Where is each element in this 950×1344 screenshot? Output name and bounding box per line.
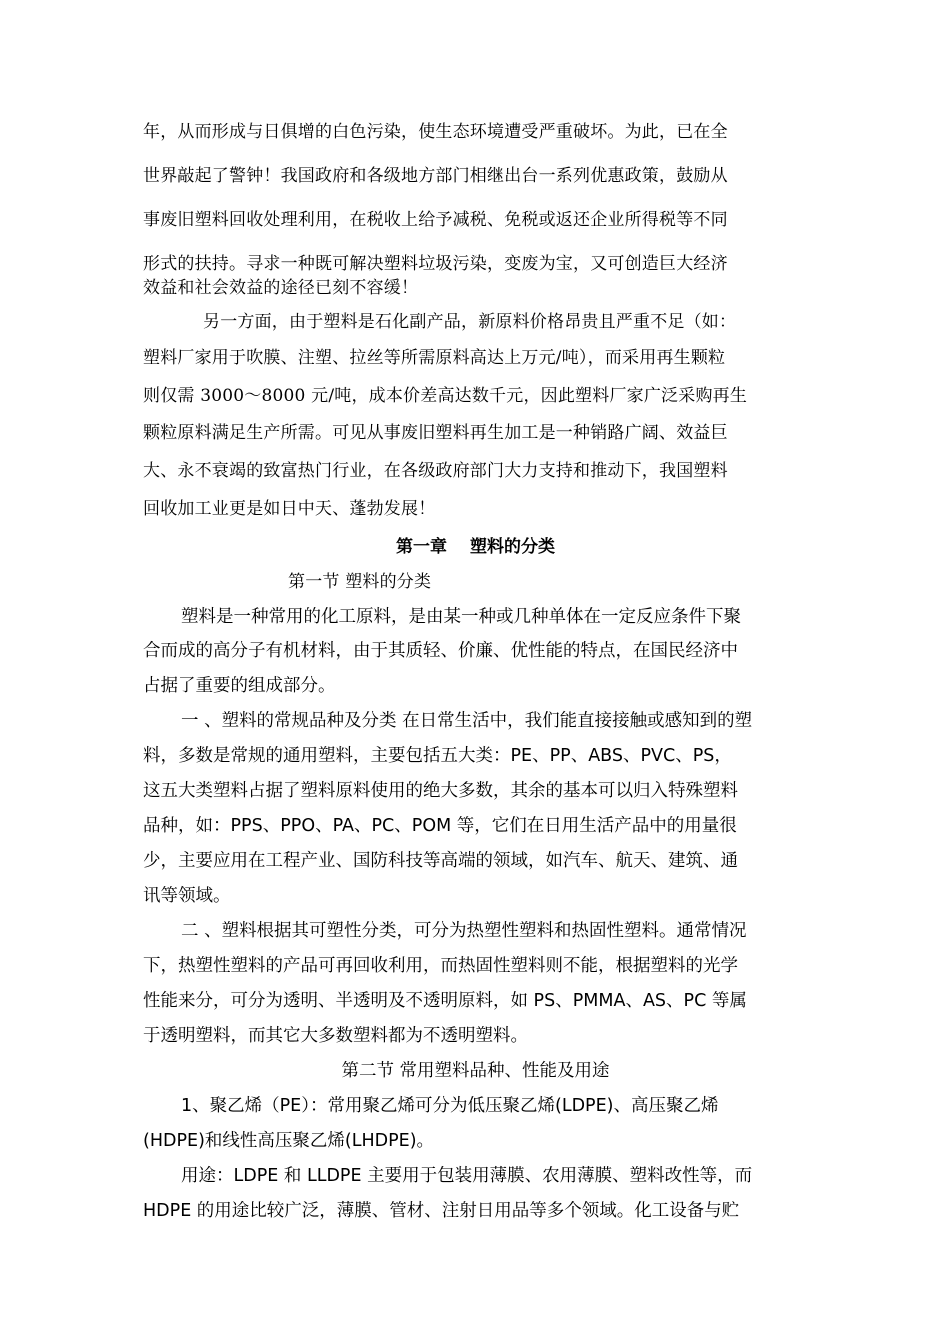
intro-line: 年，从而形成与日俱增的白色污染，使生态环境遭受严重破坏。为此，已在全 (143, 122, 728, 142)
intro-line: 另一方面，由于塑料是石化副产品，新原料价格昂贵且严重不足（如： (203, 312, 737, 332)
body-line: 一 、塑料的常规品种及分类 在日常生活中，我们能直接接触或感知到的塑 (181, 711, 753, 731)
intro-line: 世界敲起了警钟！我国政府和各级地方部门相继出台一系列优惠政策，鼓励从 (143, 166, 728, 186)
body-line: 用途：LDPE 和 LLDPE 主要用于包装用薄膜、农用薄膜、塑料改性等，而 (181, 1166, 753, 1186)
body-line: 少，主要应用在工程产业、国防科技等高端的领域，如汽车、航天、建筑、通 (143, 851, 738, 871)
intro-line: 事废旧塑料回收处理利用，在税收上给予减税、免税或返还企业所得税等不同 (143, 210, 728, 230)
body-line: 这五大类塑料占据了塑料原料使用的绝大多数，其余的基本可以归入特殊塑料 (143, 781, 738, 801)
body-line: HDPE 的用途比较广泛，薄膜、管材、注射日用品等多个领域。化工设备与贮 (143, 1201, 740, 1221)
body-line: 性能来分，可分为透明、半透明及不透明原料，如 PS、PMMA、AS、PC 等属 (143, 991, 747, 1011)
intro-line: 塑料厂家用于吹膜、注塑、拉丝等所需原料高达上万元/吨），而采用再生颗粒 (143, 348, 726, 368)
intro-line: 回收加工业更是如日中天、蓬勃发展！ (143, 499, 436, 519)
body-line: 料，多数是常规的通用塑料，主要包括五大类：PE、PP、ABS、PVC、PS， (143, 746, 732, 766)
body-line: 二 、塑料根据其可塑性分类，可分为热塑性塑料和热固性塑料。通常情况 (181, 921, 747, 941)
body-line: 占据了重要的组成部分。 (143, 676, 336, 696)
intro-line: 形式的扶持。寻求一种既可解决塑料垃圾污染，变废为宝，又可创造巨大经济 (143, 254, 728, 274)
section-title: 第二节 常用塑料品种、性能及用途 (341, 1061, 610, 1081)
body-line: 下，热塑性塑料的产品可再回收利用，而热固性塑料则不能，根据塑料的光学 (143, 956, 738, 976)
intro-line: 颗粒原料满足生产所需。可见从事废旧塑料再生加工是一种销路广阔、效益巨 (143, 423, 728, 443)
body-line: 讯等领域。 (143, 886, 231, 906)
body-line: (HDPE)和线性高压聚乙烯(LHDPE)。 (143, 1131, 435, 1151)
body-line: 塑料是一种常用的化工原料，是由某一种或几种单体在一定反应条件下聚 (181, 607, 741, 627)
section-title: 第一节 塑料的分类 (288, 572, 432, 592)
body-line: 1、聚乙烯（PE）：常用聚乙烯可分为低压聚乙烯(LDPE)、高压聚乙烯 (181, 1096, 719, 1116)
chapter-title: 第一章 塑料的分类 (396, 537, 555, 557)
body-line: 合而成的高分子有机材料，由于其质轻、价廉、优性能的特点，在国民经济中 (143, 641, 738, 661)
intro-line: 效益和社会效益的途径已刻不容缓！ (143, 278, 419, 298)
intro-line: 则仅需 3000～8000 元/吨，成本价差高达数千元，因此塑料厂家广泛采购再生 (143, 386, 748, 406)
body-line: 于透明塑料，而其它大多数塑料都为不透明塑料。 (143, 1026, 528, 1046)
body-line: 品种，如：PPS、PPO、PA、PC、POM 等，它们在日用生活产品中的用量很 (143, 816, 737, 836)
intro-line: 大、永不衰竭的致富热门行业，在各级政府部门大力支持和推动下，我国塑料 (143, 461, 728, 481)
